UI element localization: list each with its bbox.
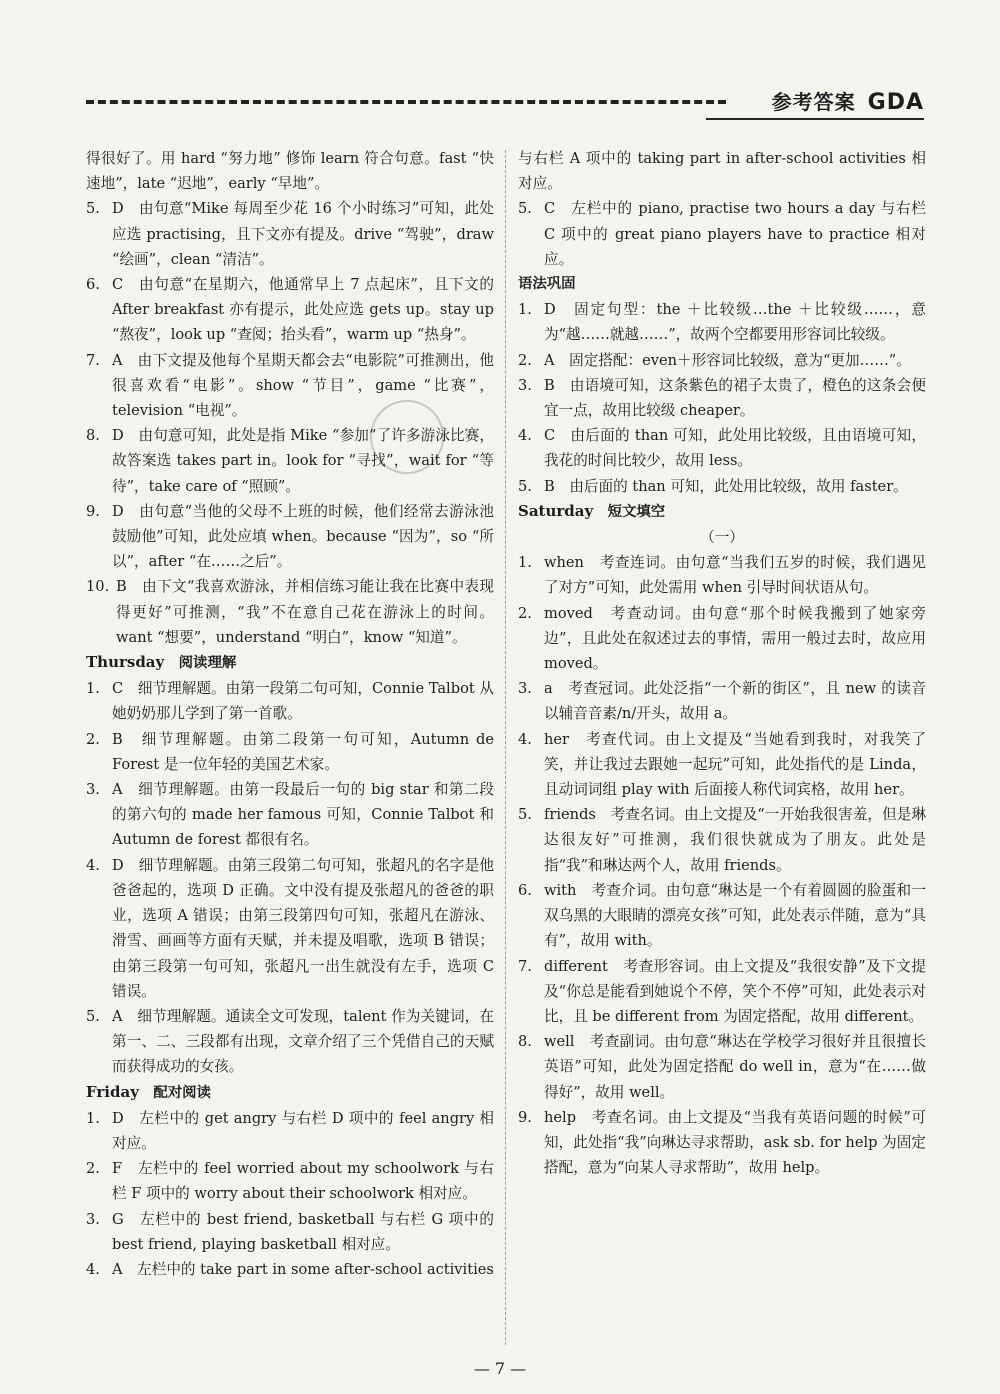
answer-item: [86, 777, 494, 853]
answer-text: B 由后面的 than 可知，此处用比较级，故用 faster。: [544, 477, 908, 495]
answer-item: [518, 802, 926, 878]
answer-text: friends 考查名词。由上文提及“一开始我很害羞，但是琳达很友好”可推测，我们很快就成为了朋友。此处是指“我”和琳达两个人，故用 friends。: [544, 806, 926, 874]
answer-text: B 由下文“我喜欢游泳，并相信练习能让我在比赛中表现得更好”可推测，“我”不在意自己花在游泳上的时间。want “想要”，understand “明白”，know “知道”。: [116, 578, 494, 646]
answer-number: 2.: [86, 1160, 100, 1178]
answer-item: [86, 348, 494, 424]
answer-number: 2.: [518, 351, 532, 369]
answer-item: [86, 1156, 494, 1206]
answer-text: C 由后面的 than 可知，此处用比较级，且由语境可知，我花的时间比较少，故用 less。: [544, 427, 926, 470]
answer-text: C 细节理解题。由第一段第二句可知，Connie Talbot 从她奶奶那儿学到了第一首歌。: [112, 680, 494, 723]
answer-text: D 由句意“当他的父母不上班的时候，他们经常去游泳池鼓励他”可知，此处应填 when。because “因为”，so “所以”，after “在……之后”。: [112, 502, 494, 571]
answer-item: [86, 574, 494, 650]
answer-number: 4.: [86, 856, 100, 874]
answer-item: [518, 196, 926, 272]
answer-number: 1.: [86, 1109, 100, 1127]
section-day: Saturday: [518, 501, 594, 520]
answer-text: D 固定句型：the ＋比较级…the ＋比较级……，意为“越……就越……”，故两个空都要用形容词比较级。: [544, 301, 926, 344]
answer-text: A 左栏中的 take part in some after-school activities: [112, 1260, 494, 1278]
answer-text: D 由句意“Mike 每周至少花 16 个小时练习”可知，此处应选 practising，且下文亦有提及。drive “驾驶”，draw “绘画”，clean “清洁”。: [112, 200, 494, 268]
answer-text: A 由下文提及他每个星期天都会去“电影院”可推测出，他很喜欢看“电影”。show “节目”，game “比赛”，television “电视”。: [112, 351, 494, 420]
answer-number: 7.: [86, 351, 100, 369]
answer-text: 得很好了。用 hard “努力地” 修饰 learn 符合句意。fast “快速地”，late “迟地”，early “早地”。: [86, 150, 494, 193]
answer-item: [518, 878, 926, 954]
answer-number: 5.: [518, 806, 532, 824]
section-heading: [518, 272, 926, 297]
answer-text: G 左栏中的 best friend, basketball 与右栏 G 项中的 best friend, playing basketball 相对应。: [112, 1210, 494, 1253]
answer-text: different 考查形容词。由上文提及“我很安静”及下文提及“你总是能看到她说个不停，笑个不停”可知，此处表示对比，且 be different from 为固定搭配，故用 different。: [544, 957, 926, 1025]
answer-item: [518, 348, 926, 373]
section-heading: [518, 499, 926, 525]
answer-number: 1.: [518, 554, 532, 572]
answer-text: A 固定搭配：even＋形容词比较级，意为“更加……”。: [544, 351, 911, 369]
answer-text: moved 考查动词。由句意“那个时候我搬到了她家旁边”，且此处在叙述过去的事情，需用一般过去时，故应用 moved。: [544, 604, 926, 673]
answer-number: 1.: [518, 301, 532, 319]
answer-item: [86, 1106, 494, 1156]
answer-item: [518, 676, 926, 726]
answer-item: [518, 474, 926, 499]
answer-item: [518, 423, 926, 473]
answer-number: 2.: [86, 730, 100, 748]
answer-text: A 细节理解题。通读全文可发现，talent 作为关键词，在第一、二、三段都有出现，文章介绍了三个凭借自己的天赋而获得成功的女孩。: [112, 1007, 494, 1076]
section-title: 阅读理解: [178, 655, 237, 672]
answer-item: [86, 272, 494, 348]
answer-item: [86, 499, 494, 575]
answer-text: D 细节理解题。由第三段第二句可知，张超凡的名字是他爸爸起的，选项 D 正确。文中没有提及张超凡的爸爸的职业，选项 A 错误；由第三段第四句可知，张超凡在游泳、滑雪、画画等方面有天赋，并未提及唱歌，选项 B 错误；由第三段第一句可知，张超凡一出生就没有左手，选项 C 错误。: [112, 856, 494, 1000]
page-header: [86, 88, 924, 122]
header-dash-rule: [86, 100, 726, 104]
section-title: 配对阅读: [153, 1084, 211, 1101]
answer-text: her 考查代词。由上文提及“当她看到我时，对我笑了笑，并让我过去跟她一起玩”可知，此处指代的是 Linda，且动词词组 play with 后面接人称代词宾格，故用 her。: [544, 730, 926, 799]
answer-number: 3.: [518, 680, 532, 698]
answer-number: 5.: [518, 477, 532, 495]
answer-number: 3.: [86, 781, 100, 799]
answer-number: 6.: [86, 276, 100, 294]
answer-number: 1.: [86, 680, 100, 698]
answer-text: A 细节理解题。由第一段最后一句的 big star 和第二段的第六句的 made her famous 可知，Connie Talbot 和 Autumn de forest 都很有名。: [112, 781, 494, 849]
answer-item: [518, 1105, 926, 1181]
column-divider: [505, 150, 506, 1345]
answer-text: C 由句意“在星期六，他通常早上 7 点起床”，且下文的 After breakfast 亦有提示，此处应选 gets up。stay up “熬夜”，look up “查阅；抬头看”，warm up “热身”。: [112, 276, 494, 344]
left-column: [86, 146, 494, 1282]
section-day: Friday: [86, 1082, 139, 1101]
header-title-text: 参考答案: [771, 90, 856, 114]
answer-text: B 由语境可知，这条紫色的裙子太贵了，橙色的这条会便宜一点，故用比较级 cheaper。: [544, 376, 926, 420]
section-heading: [86, 1080, 494, 1106]
header-title: [772, 86, 924, 115]
section-day: Thursday: [86, 653, 165, 672]
answer-item: [86, 676, 494, 726]
answer-text: D 由句意可知，此处是指 Mike “参加”了许多游泳比赛，故答案选 takes part in。look for “寻找”，wait for “等待”，take care of “照顾”。: [112, 427, 494, 495]
answer-text: a 考查冠词。此处泛指“一个新的街区”，且 new 的读音以辅音音素/n/开头，故用 a。: [544, 680, 926, 723]
answer-text: with 考查介词。由句意“琳达是一个有着圆圆的脸蛋和一双乌黑的大眼睛的漂亮女孩”可知，此处表示伴随，意为“具有”，故用 with。: [544, 881, 926, 950]
answer-item: [518, 1029, 926, 1105]
answer-number: 3.: [86, 1210, 100, 1228]
answer-text: D 左栏中的 get angry 与右栏 D 项中的 feel angry 相对应。: [112, 1109, 494, 1152]
answer-text: B 细节理解题。由第二段第一句可知，Autumn de Forest 是一位年轻的美国艺术家。: [112, 730, 494, 773]
answer-item: [86, 146, 494, 196]
answer-item: [518, 601, 926, 677]
answer-text: C 左栏中的 piano, practise two hours a day 与右栏 C 项中的 great piano players have to practice 相对应。: [544, 200, 926, 268]
section-heading: [86, 650, 494, 676]
answer-number: 9.: [518, 1108, 532, 1126]
answer-text: well 考查副词。由句意“琳达在学校学习很好并且很擅长英语”可知，此处为固定搭配 do well in，意为“在……做得好”，故用 well。: [544, 1033, 926, 1101]
answer-item: [86, 196, 494, 272]
answer-item: [518, 146, 926, 196]
answer-item: [86, 727, 494, 777]
answer-number: 8.: [86, 427, 100, 445]
answer-number: 2.: [518, 604, 532, 622]
answer-text: help 考查名词。由上文提及“当我有英语问题的时候”可知，此处指“我”向琳达寻求帮助，ask sb. for help 为固定搭配，意为“向某人寻求帮助”，故用 help。: [544, 1108, 926, 1177]
sub-heading: （一）: [700, 529, 744, 547]
answer-number: 10.: [86, 578, 110, 596]
answer-number: 8.: [518, 1033, 532, 1051]
answer-item: [86, 853, 494, 1004]
header-code: GDA: [867, 90, 924, 115]
answer-number: 7.: [518, 957, 532, 975]
answer-number: 3.: [518, 376, 532, 394]
answer-item: [86, 423, 494, 499]
answer-item: [86, 1004, 494, 1080]
page-number: — 7 —: [473, 1359, 527, 1378]
answer-item: [518, 373, 926, 423]
answer-number: 5.: [518, 200, 532, 218]
section-title: 短文填空: [607, 503, 666, 520]
answer-number: 4.: [86, 1260, 100, 1278]
answer-text: 与右栏 A 项中的 taking part in after-school activities 相对应。: [518, 150, 926, 193]
answer-number: 5.: [86, 1007, 100, 1025]
right-column: [518, 146, 926, 1180]
answer-number: 4.: [518, 730, 532, 748]
answer-item: [86, 1257, 494, 1282]
answer-text: F 左栏中的 feel worried about my schoolwork 与右栏 F 项中的 worry about their schoolwork 相对应。: [112, 1160, 494, 1203]
section-title: 语法巩固: [518, 276, 576, 293]
answer-number: 9.: [86, 502, 100, 520]
answer-item: [518, 550, 926, 600]
answer-item: [86, 1207, 494, 1257]
answer-number: 5.: [86, 200, 100, 218]
answer-item: [518, 954, 926, 1030]
answer-text: when 考查连词。由句意“当我们五岁的时候，我们遇见了对方”可知，此处需用 when 引导时间状语从句。: [544, 554, 926, 597]
answer-number: 4.: [518, 427, 532, 445]
header-underline: [706, 118, 924, 120]
answer-number: 6.: [518, 881, 532, 899]
answer-item: [518, 297, 926, 347]
answer-item: [518, 727, 926, 803]
